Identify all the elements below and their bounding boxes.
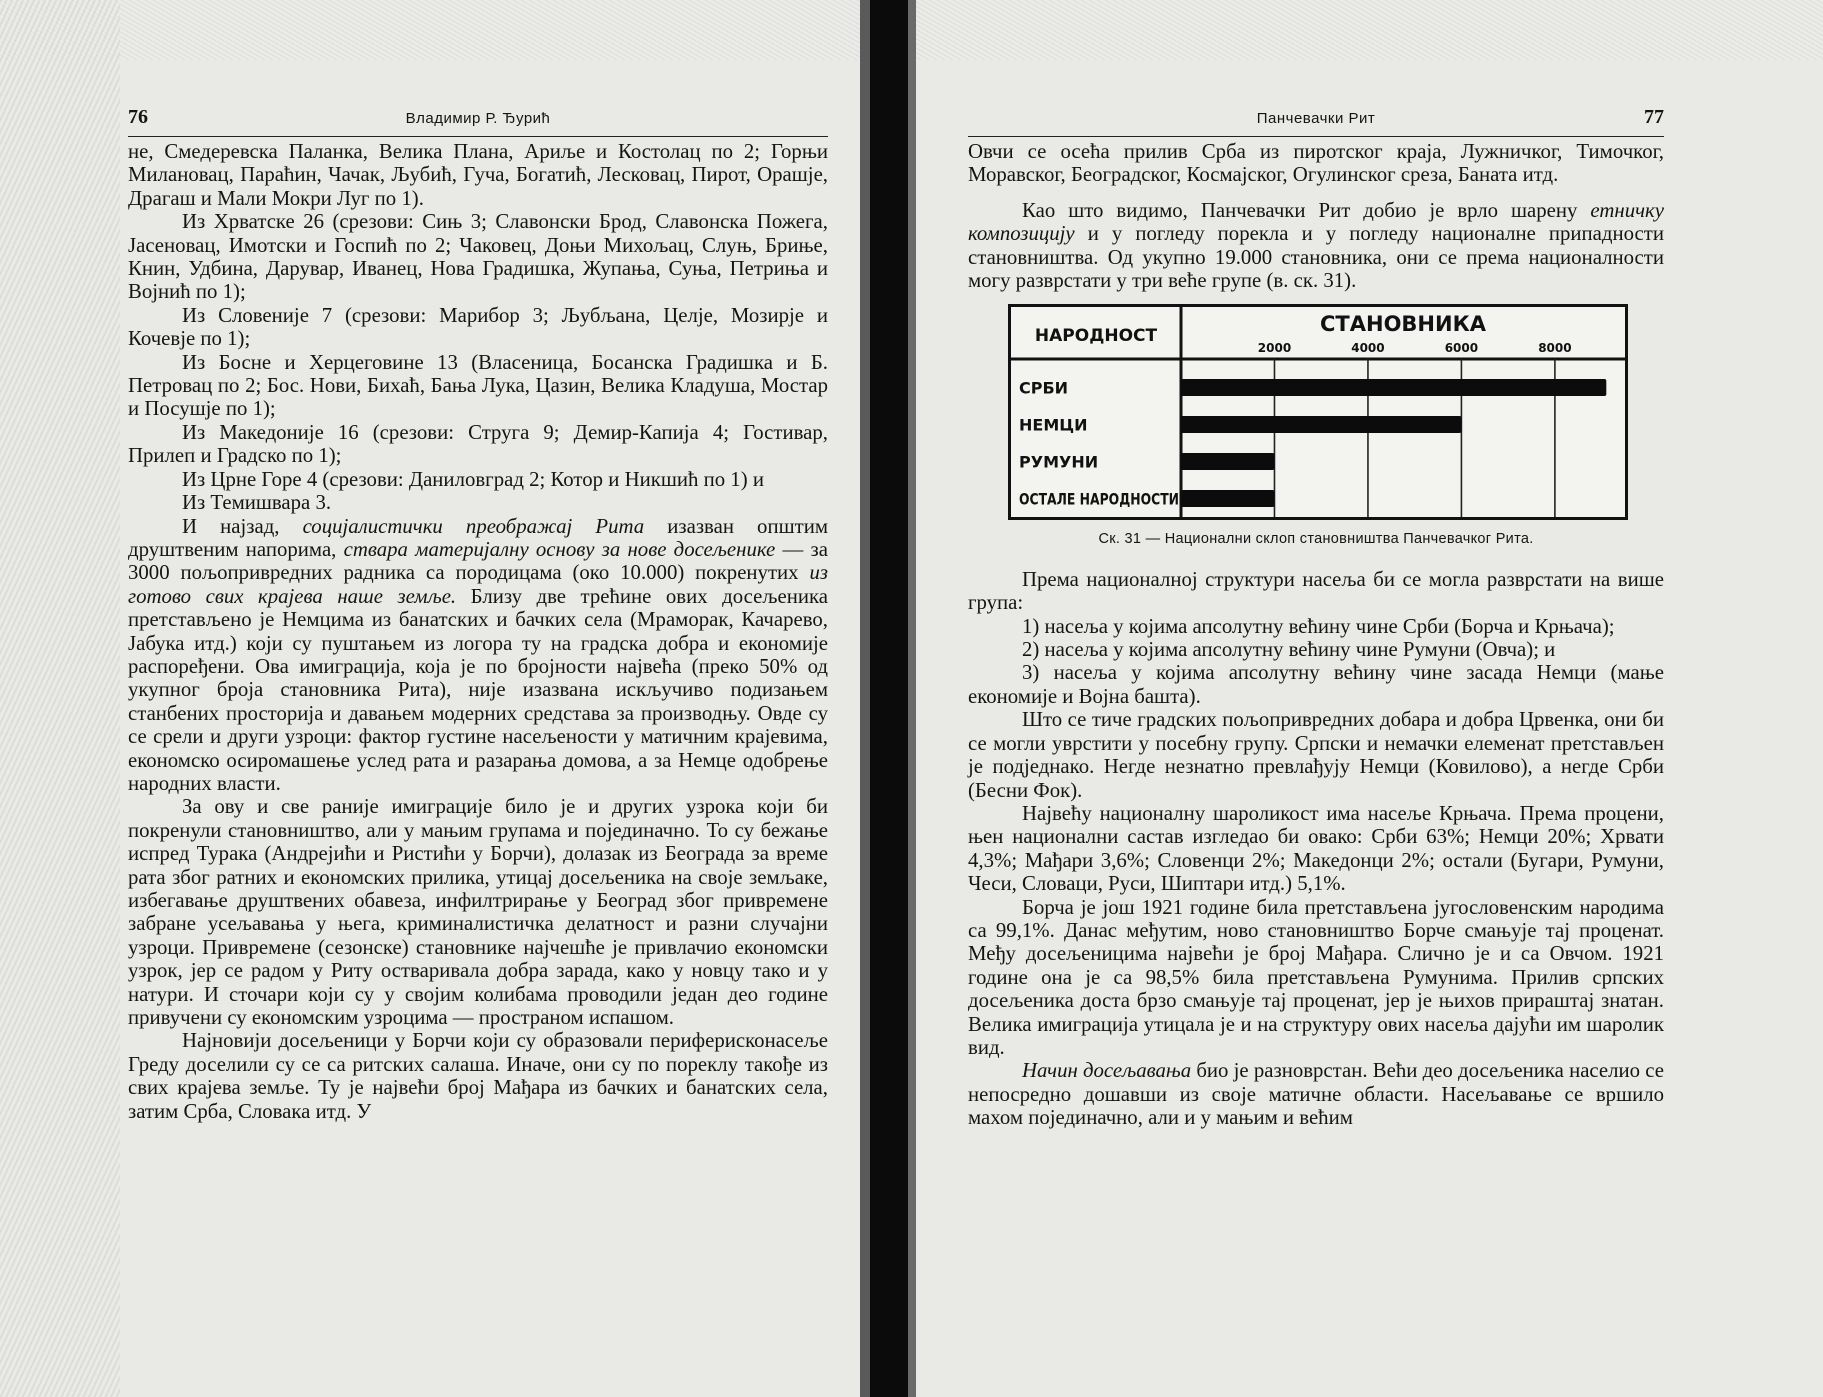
paragraph: 1) насеља у којима апсолутну већину чине Срби (Борча и Крњача);	[1022, 614, 1615, 638]
book-spine	[868, 0, 910, 1397]
paragraph: За ову и све раније имиграције било је и других узрока који би покренули становништво, али у мањим групама и појединачно. То су бежање испред Турака (Андрејићи и Ристићи у Борчи), долазак из Београда за време рата због ратних и економских прилика, утицај досељеника на своје земљаке, избегавање друштвених обавеза, инфилтрирање у Београд због привремене забране усељавања у њега, криминалистичка делатност и разни случајни узроци. Привремене (сезонске) становнике најчешће је привлачио економски узрок, јер се радом у Риту остваривала добра зарада, како у новцу тако и у натури. И сточари који су у својим колибама проводили један део године привучени су економским узроцима — пространом испашом.	[128, 795, 828, 1030]
x-tick-label: 6000	[1444, 341, 1479, 356]
text-run: И најзад,	[182, 514, 303, 538]
chart-title: СТАНОВНИКА	[1320, 312, 1486, 337]
text-run: — за 3000 пољопривредних радника са породицама (око 10.000) покренутих	[128, 537, 828, 585]
paragraph: Из Босне и Херцеговине 13 (Власеница, Босанска Градишка и Б. Петровац по 2; Бос. Нови, Бихаћ, Бања Лука, Цазин, Велика Кладуша, Мостар и Посушје по 1);	[128, 350, 828, 421]
right-page-header	[968, 100, 1664, 137]
x-tick-label: 2000	[1257, 341, 1292, 356]
paragraph: 2) насеља у којима апсолутну већину чине Румуни (Овча); и	[1022, 638, 1556, 662]
running-head: Владимир Р. Ђурић	[405, 110, 551, 127]
chart-svg	[1011, 307, 1625, 517]
italic-run: етничку композицију	[968, 198, 1664, 246]
italic-run: из готово свих крајева наше земље.	[128, 561, 828, 608]
paragraph-socialist-transformation	[128, 515, 828, 796]
book-spine-edge	[860, 0, 870, 1397]
paragraph: Из Хрватске 26 (срезови: Сињ 3; Славонски Брод, Славонска Пожега, Јасеновац, Имотски и Госпић по 2; Чаковец, Доњи Михољац, Слуњ, Бриње, Книн, Удбина, Дарувар, Иванец, Нова Градишка, Жупања, Суња, Петриња и Војнић по 1);	[128, 210, 828, 304]
paragraph: Овчи се осећа прилив Срба из пиротског краја, Лужничког, Тимочког, Моравског, Београдског, Космајског, Огулинског среза, Баната итд.	[968, 140, 1664, 187]
left-body-text	[128, 140, 828, 1123]
left-page	[128, 100, 828, 1367]
x-tick-label: 4000	[1351, 341, 1385, 356]
right-body-text	[968, 140, 1664, 1130]
paragraph: Што се тиче градских пољопривредних добара и добра Црвенка, они би се могли уврстити у посебну групу. Српски и немачки елеменат претстављен је подједнако. Негде незнатно превлађују Немци (Ковилово), а негде Срби (Бесни Фок).	[968, 708, 1664, 802]
text-run: био је разноврстан. Већи део досељеника населио се непосредно дошавши из своје матичне области. Насељавање се вршило махом појединачно, али и у мањим и већим	[968, 1059, 1664, 1130]
paragraph-settlement-method	[968, 1059, 1664, 1129]
paragraph: Из Словеније 7 (срезови: Марибор 3; Љубљана, Целје, Мозирје и Кочевје по 1);	[128, 303, 828, 351]
paragraph: 3) насеља у којима апсолутну већину чине засада Немци (мање економије и Војна башта).	[968, 661, 1664, 708]
text-run: и у погледу порекла и у погледу националне припадности становништва. Од укупно 19.000 становника, они се према националности могу разврстати у три веће групе (в. ск. 31).	[968, 222, 1664, 293]
text-run: Као што видимо, Панчевачки Рит добио је врло шарену	[1022, 198, 1591, 222]
paragraph: Из Македоније 16 (срезови: Струга 9; Демир-Капија 4; Гостивар, Прилеп и Градско по 1);	[128, 420, 828, 468]
scan-noise-left	[0, 0, 120, 1397]
figure-caption: Ск. 31 — Национални склоп становништва Панчевачког Рита.	[1098, 531, 1534, 548]
category-label: ОСТАЛЕ НАРОДНОСТИ	[1019, 489, 1179, 509]
paragraph: не, Смедеревска Паланка, Велика Плана, Ариље и Костолац по 2; Горњи Милановац, Параћин, Чачак, Љубић, Гуча, Богатић, Лесковац, Пирот, Орашје, Драгаш и Мали Мокри Луг по 1).	[128, 140, 828, 210]
chart-marks	[1019, 341, 1606, 517]
bar	[1181, 379, 1606, 396]
bar	[1181, 453, 1274, 470]
text-run: Близу две трећине ових досељеника претстављено је Немцима из банатских и бачких села (Мраморак, Качарево, Јабука итд.) који су пуштањем из логора ту на градска добра и економије распоређени. Ова имиграција, која је по бројности највећа (преко 50% од укупног броја становника Рита), није изазвана искључиво подизањем станбених просторија и давањем модерних средстава за производњу. Овде су се срели и други узроци: фактор густине насељености у матичним крајевима, економско осиромашење услед рата и разарања домова, а за Немце одобрење народних власти.	[128, 584, 829, 795]
text-run: изазван општим друштвеним напорима,	[128, 514, 828, 561]
page-number: 76	[128, 106, 148, 128]
left-page-header	[128, 100, 828, 137]
category-label: СРБИ	[1019, 378, 1069, 398]
bar	[1181, 416, 1461, 433]
italic-run: Начин досељавања	[1022, 1059, 1192, 1083]
paragraph: Према националној структури насеља би се могла разврстати на више група:	[968, 567, 1664, 615]
paragraph: Најновији досељеници у Борчи који су образовали периферисконасеље Греду доселили су се са ритских салаша. Иначе, они су по пореклу такође из свих крајева земље. Ту је највећи број Мађара из бачких и банатских села, затим Срба, Словака итд. У	[128, 1029, 828, 1123]
paragraph: Из Темишвара 3.	[182, 491, 332, 515]
right-page	[968, 100, 1664, 1367]
paragraph-ethnic-composition	[968, 199, 1664, 293]
category-label: НЕМЦИ	[1019, 415, 1088, 435]
italic-run: ствара материјалну основу за нове досељенике	[343, 537, 776, 561]
italic-run: социјалистички преображај Рита	[302, 514, 645, 538]
category-header: НАРОДНОСТ	[1034, 326, 1158, 347]
running-head: Панчевачки Рит	[1256, 110, 1376, 127]
paragraph: Из Црне Горе 4 (срезови: Даниловград 2; Котор и Никшић по 1) и	[182, 467, 764, 491]
paragraph: Борча је још 1921 године била претстављена југословенским народима са 99,1%. Данас међутим, ново становништво Борче смањује тај проценат. Међу досељеницима највећи је број Мађара. Слично је и са Овчом. 1921 године она је са 98,5% била претстављена Румунима. Прилив српских досељеника доста брзо смањује тај проценат, јер је њихов прираштај знатан. Велика имиграција утицала је и на структуру ових насеља дајући им шаролик вид.	[968, 895, 1664, 1059]
page-number: 77	[1644, 106, 1664, 128]
nationality-bar-chart	[1008, 304, 1628, 520]
x-tick-label: 8000	[1538, 341, 1572, 356]
category-label: РУМУНИ	[1019, 452, 1099, 472]
paragraph: Највећу националну шароликост има насеље Крњача. Према процени, њен национални састав изгледао би овако: Срби 63%; Немци 20%; Хрвати 4,3%; Мађари 3,6%; Словенци 2%; Македонци 2%; остали (Бугари, Румуни, Чеси, Словаци, Руси, Шиптари итд.) 5,1%.	[968, 801, 1664, 896]
book-spine-edge-right	[908, 0, 916, 1397]
bar	[1181, 490, 1274, 507]
